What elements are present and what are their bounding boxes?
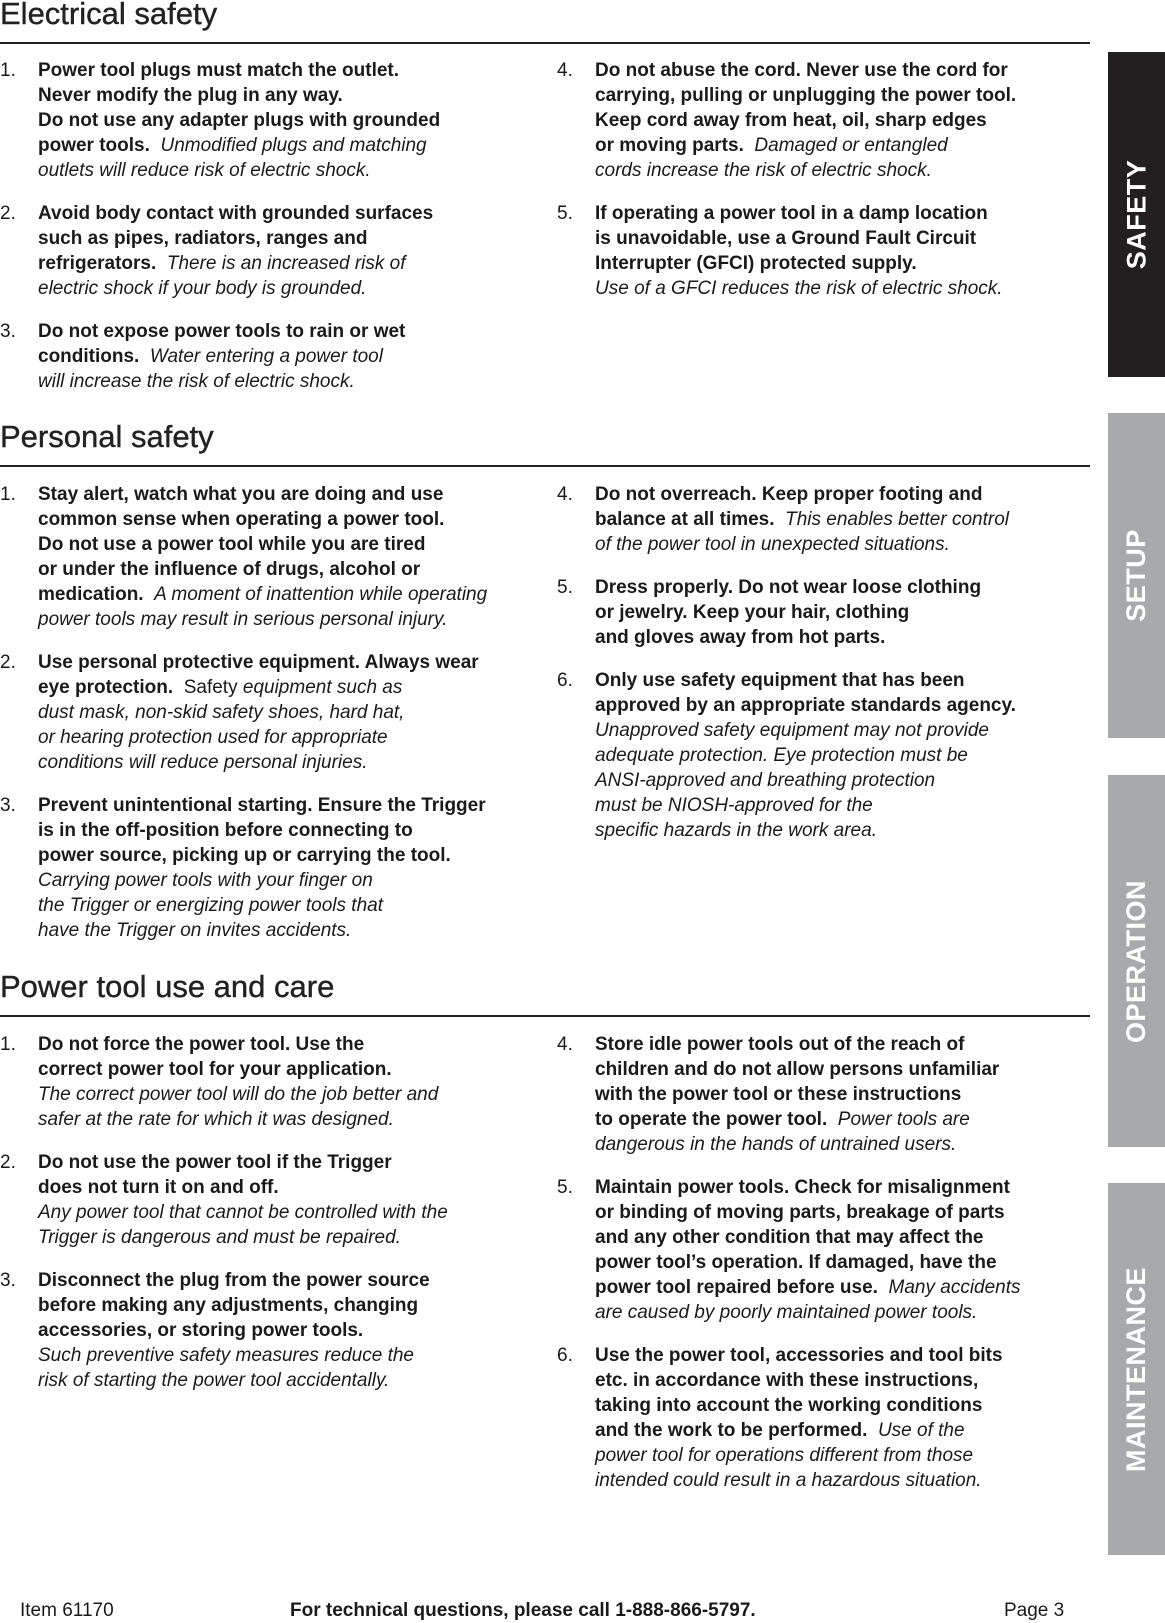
list-item: 1. Power tool plugs must match the outlet. Never modify the plug in any way. Do not use any adapter plugs with grounded power tools. Unmodified plugs and matching outlets will reduce risk of electric shock. bbox=[0, 60, 441, 181]
electrical-safety-list-right bbox=[557, 58, 1077, 319]
tab-setup[interactable]: SETUP bbox=[1108, 413, 1165, 738]
list-item: 5. If operating a power tool in a damp location is unavoidable, use a Ground Fault Circuit Interrupter (GFCI) protected supply. Use of a GFCI reduces the risk of electric shock. bbox=[557, 203, 1003, 299]
list-item: 6. Use the power tool, accessories and tool bits etc. in accordance with these instructions, taking into account the working conditions and the work to be performed. Use of the power tool for operations different from those intended could result in a hazardous situation. bbox=[557, 1345, 1003, 1491]
power-tool-list-right bbox=[557, 1032, 1077, 1511]
list-item: 2. Avoid body contact with grounded surfaces such as pipes, radiators, ranges and refrigerators. There is an increased risk of electric shock if your body is grounded. bbox=[0, 203, 434, 299]
section-title-personal-safety: Personal safety bbox=[0, 419, 214, 454]
tab-safety[interactable]: SAFETY bbox=[1108, 52, 1165, 377]
list-item: 2. Do not use the power tool if the Trigger does not turn it on and off. Any power tool that cannot be controlled with the Trigger is dangerous and must be repaired. bbox=[0, 1152, 448, 1248]
section-title-electrical-safety: Electrical safety bbox=[0, 0, 218, 31]
personal-safety-list-right bbox=[557, 482, 1077, 861]
personal-safety-list-left bbox=[0, 482, 545, 961]
footer-page-number: Page 3 bbox=[1004, 1600, 1065, 1621]
list-item: 1. Stay alert, watch what you are doing and use common sense when operating a power tool. Do not use a power tool while you are tired or under the influence of drugs, alcohol or medication. A moment of inattention while operating power tools may result in serious personal injury. bbox=[0, 484, 488, 630]
list-item: 3. Prevent unintentional starting. Ensure the Trigger is in the off-position before connecting to power source, picking up or carrying the tool. Carrying power tools with your finger on the Trigger or energizing power tools that have the Trigger on invites accidents. bbox=[0, 795, 486, 941]
tab-operation[interactable]: OPERATION bbox=[1108, 775, 1165, 1147]
tab-maintenance[interactable]: MAINTENANCE bbox=[1108, 1183, 1165, 1555]
section-divider bbox=[0, 465, 1090, 467]
list-item: 2. Use personal protective equipment. Always wear eye protection. Safety equipment such as dust mask, non-skid safety shoes, hard hat, or hearing protection used for appropriate conditions will reduce personal injuries. bbox=[0, 652, 479, 773]
power-tool-list-left bbox=[0, 1032, 545, 1411]
list-item: 1. Do not force the power tool. Use the correct power tool for your application. The correct power tool will do the job better and safer at the rate for which it was designed. bbox=[0, 1034, 439, 1130]
list-item: 6. Only use safety equipment that has been approved by an appropriate standards agency. Unapproved safety equipment may not provide adequate protection. Eye protection must be ANSI-approved and breathing protection must be NIOSH-approved for the specific hazards in the work area. bbox=[557, 670, 1016, 841]
electrical-safety-list-left bbox=[0, 58, 545, 412]
section-divider bbox=[0, 1015, 1090, 1017]
list-item: 4. Do not abuse the cord. Never use the cord for carrying, pulling or unplugging the power tool. Keep cord away from heat, oil, sharp edges or moving parts. Damaged or entangled cords increase the risk of electric shock. bbox=[557, 60, 1017, 181]
list-item: 3. Do not expose power tools to rain or wet conditions. Water entering a power tool will increase the risk of electric shock. bbox=[0, 321, 406, 392]
list-item: 5. Maintain power tools. Check for misalignment or binding of moving parts, breakage of parts and any other condition that may affect the power tool’s operation. If damaged, have the power tool repaired before use. Many accidents are caused by poorly maintained power tools. bbox=[557, 1177, 1021, 1323]
section-divider bbox=[0, 42, 1090, 44]
list-item: 5. Dress properly. Do not wear loose clothing or jewelry. Keep your hair, clothing and gloves away from hot parts. bbox=[557, 577, 982, 648]
list-item: 3. Disconnect the plug from the power source before making any adjustments, changing accessories, or storing power tools. Such preventive safety measures reduce the risk of starting the power tool accidentally. bbox=[0, 1270, 430, 1391]
footer-item-number: Item 61170 bbox=[20, 1600, 114, 1621]
section-title-power-tool-use-and-care: Power tool use and care bbox=[0, 969, 335, 1004]
footer-tech-support: For technical questions, please call 1-888-866-5797. bbox=[290, 1600, 756, 1621]
list-item: 4. Store idle power tools out of the reach of children and do not allow persons unfamiliar with the power tool or these instructions to operate the power tool. Power tools are dangerous in the hands of untrained users. bbox=[557, 1034, 1000, 1155]
list-item: 4. Do not overreach. Keep proper footing and balance at all times. This enables better control of the power tool in unexpected situations. bbox=[557, 484, 1009, 555]
